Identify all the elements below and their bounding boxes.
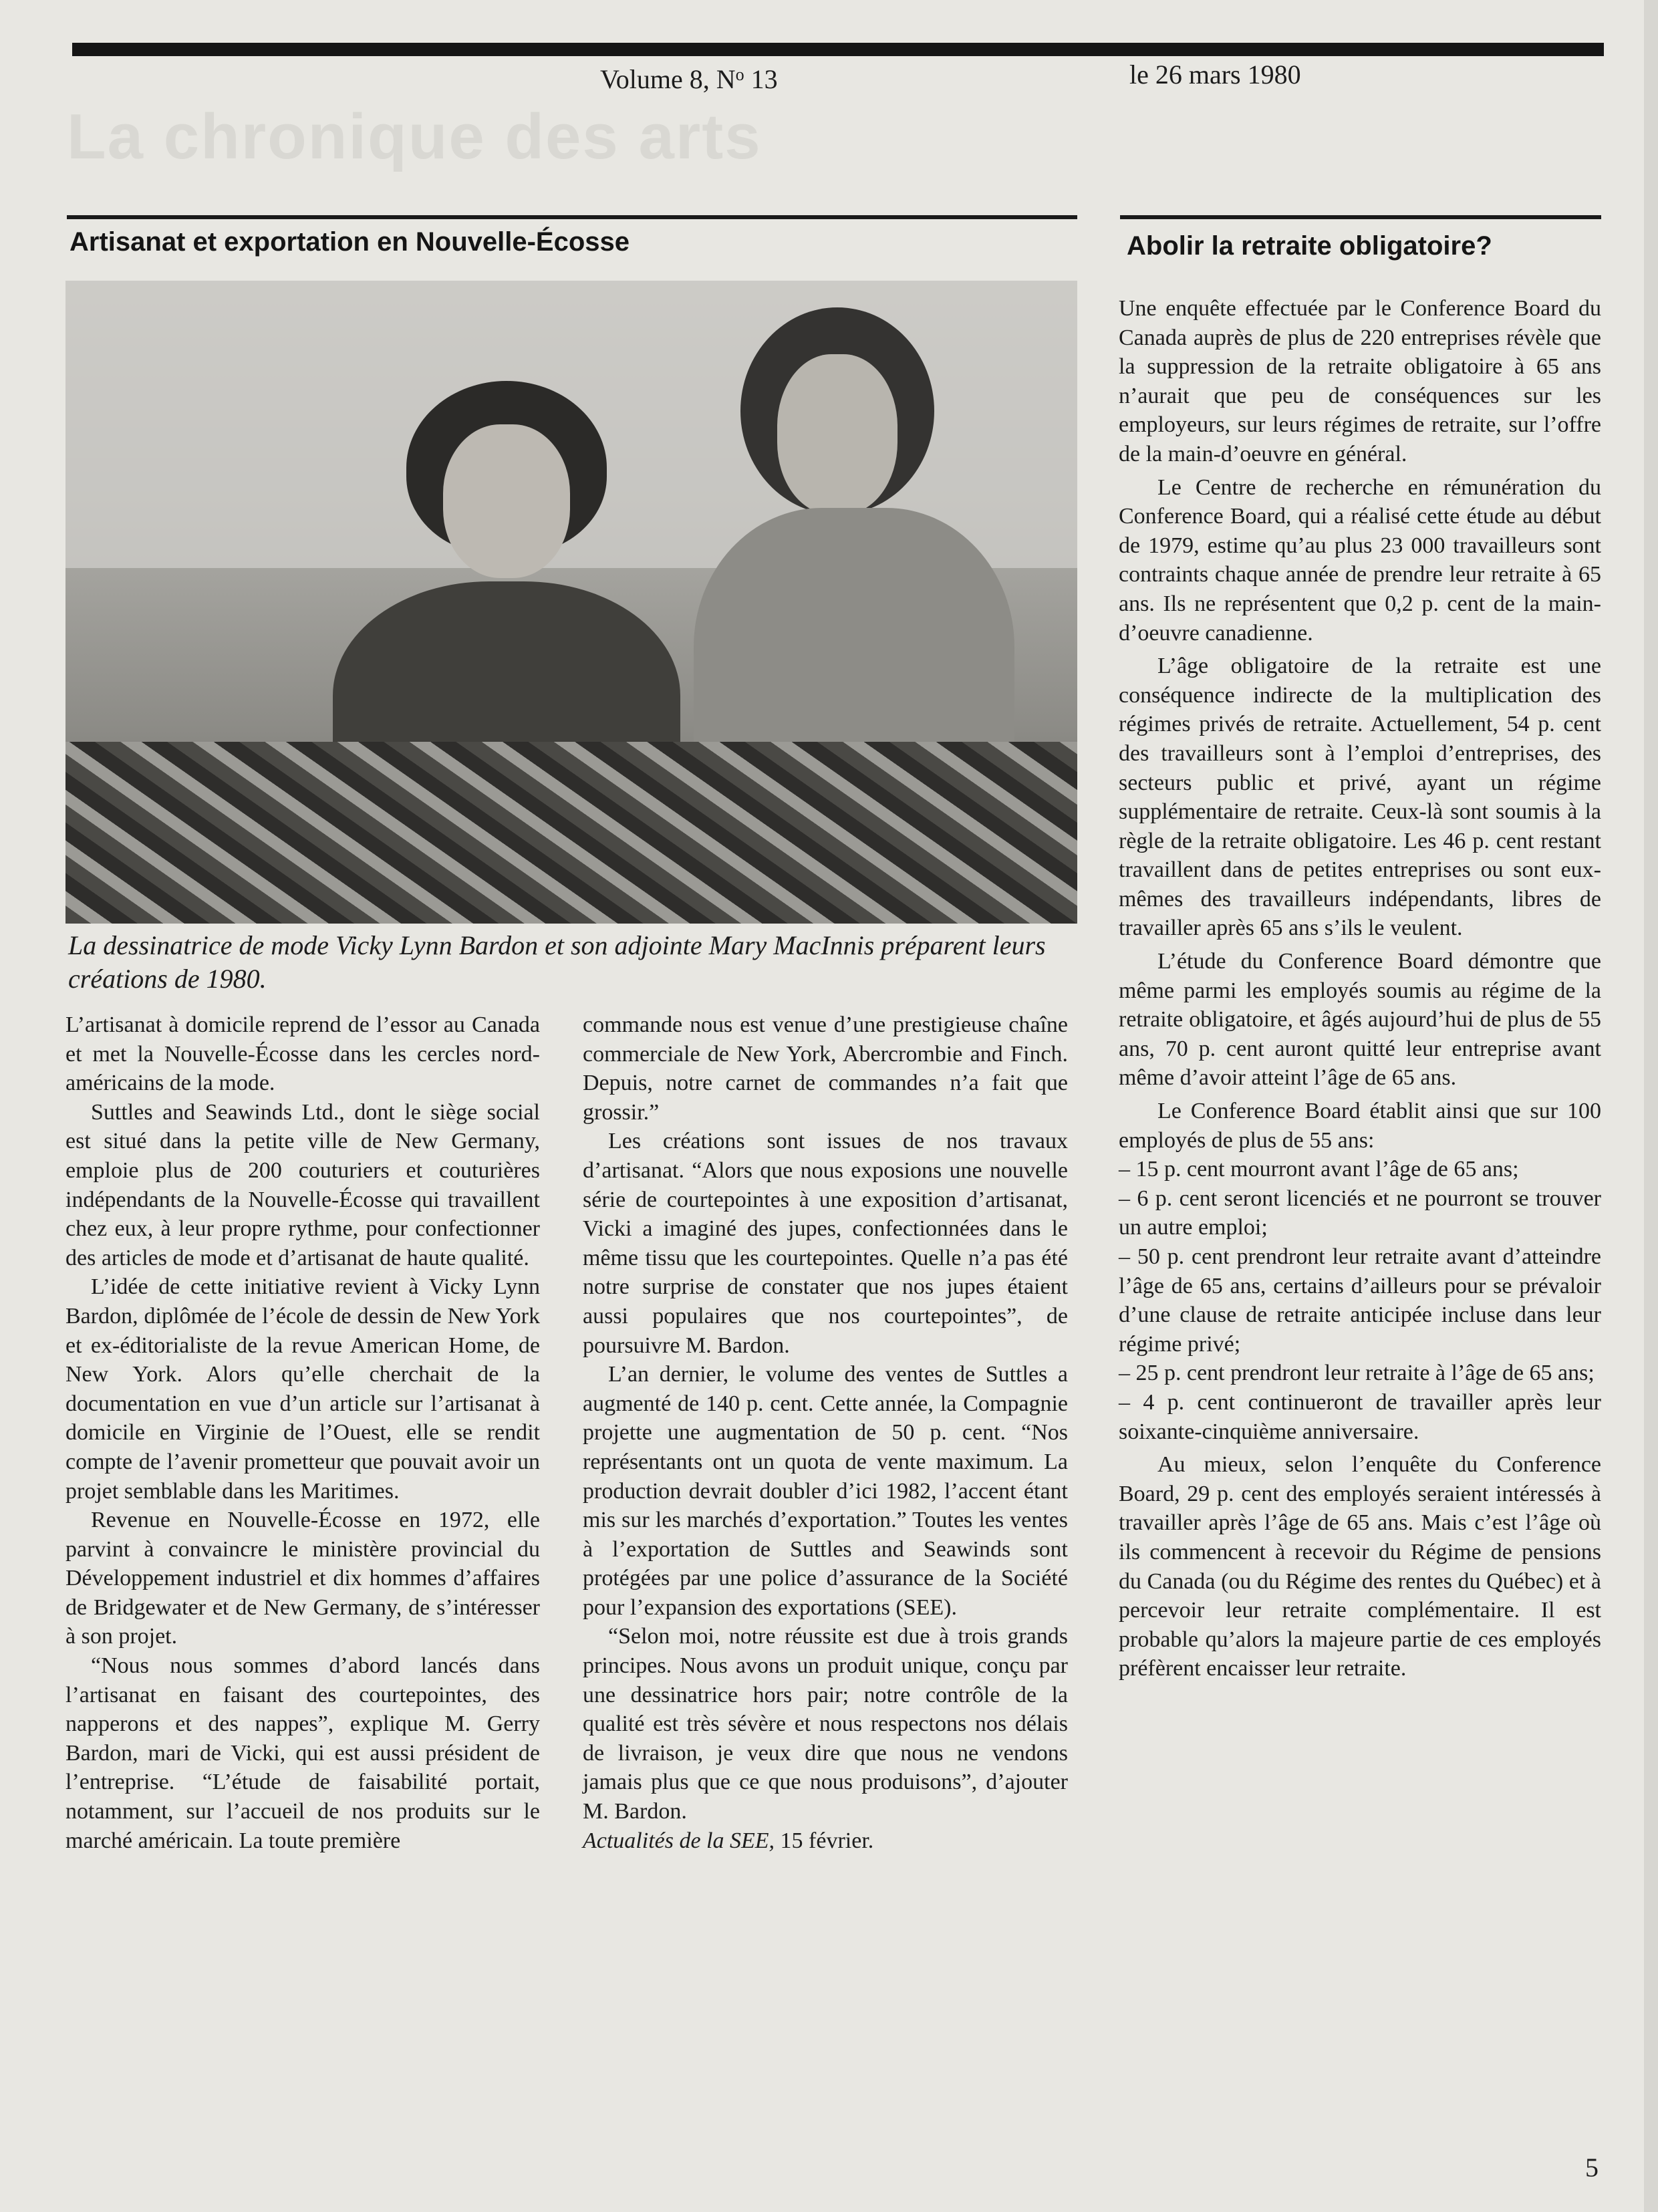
- paragraph: L’an dernier, le volume des ventes de Suttles a augmenté de 140 p. cent. Cette année, la Compagnie projette une augmentation de 50 p. cent. “Nos représentants ont un quota de vente maximum. La production devrait doubler d’ici 1982, l’accent étant mis sur les marchés d’exportation.” Toutes les ventes à l’exportation de Suttles and Seawinds sont protégées par une police d’assurance de la Société pour l’expansion des exportations (SEE).: [583, 1362, 1068, 1620]
- article1-credit: Actualités de la SEE, 15 février.: [583, 1828, 874, 1853]
- paragraph: “Nous nous sommes d’abord lancés dans l’artisanat en faisant des courtepointes, des napperons et des nappes”, explique M. Gerry Bardon, mari de Vicki, qui est aussi président de l’entreprise. “L’étude de faisabilité portait, notamment, sur l’accueil de nos produits sur le marché américain. La toute première: [65, 1653, 540, 1853]
- page-number: 5: [1585, 2153, 1599, 2183]
- article2-column: [1119, 294, 1601, 1683]
- paragraph: Suttles and Seawinds Ltd., dont le siège social est situé dans la petite ville de New Germany, emploie plus de 200 couturiers et couturières indépendants de la Nouvelle-Écosse qui travaillent chez eux, à leur propre rythme, pour confectionner des articles de mode et d’artisanat de haute qualité.: [65, 1099, 540, 1270]
- article2-rule: [1120, 215, 1601, 219]
- paragraph: Au mieux, selon l’enquête du Conference Board, 29 p. cent des employés seraient intéressés à travailler après l’âge de 65 ans. Mais c’est l’âge où ils commencent à recevoir du Régime de pensions du Canada (ou du Régime des rentes du Québec) et à percevoir leur retraite complémentaire. Il est probable qu’alors la majeure partie de ces employés préfèrent encaisser leur retraite.: [1119, 1452, 1601, 1681]
- paragraph: Le Conference Board établit ainsi que sur 100 employés de plus de 55 ans:: [1119, 1099, 1601, 1153]
- article1-photo: [65, 281, 1077, 924]
- list-item: – 25 p. cent prendront leur retraite à l’âge de 65 ans;: [1119, 1361, 1595, 1386]
- paragraph: “Selon moi, notre réussite est due à trois grands principes. Nous avons un produit unique, conçu par une dessinatrice hors pair; notre contrôle de la qualité est très sévère et nous respectons nos délais de livraison, je veux dire que nous ne vendons jamais plus que ce que nous produisons”, d’ajouter M. Bardon.: [583, 1624, 1068, 1824]
- article1-title: Artisanat et exportation en Nouvelle-Écosse: [70, 227, 630, 257]
- issue-volume: Volume 8, $N^o$ 13: [600, 64, 778, 94]
- page-edge: [1644, 0, 1658, 2212]
- paragraph: L’artisanat à domicile reprend de l’essor au Canada et met la Nouvelle-Écosse dans les cercles nord-américains de la mode.: [65, 1012, 540, 1096]
- list-item: – 15 p. cent mourront avant l’âge de 65 ans;: [1119, 1157, 1519, 1182]
- paragraph: Les créations sont issues de nos travaux d’artisanat. “Alors que nous exposions une nouvelle série de courtepointes à une exposition d’artisanat, Vicki a imaginé des jupes, confectionnées dans le même tissu que les courtepointes. Quelle n’a pas été notre surprise de constater que nos jupes étaient aussi populaires que nos courtepointes”, de poursuivre M. Bardon.: [583, 1129, 1068, 1358]
- paragraph: L’idée de cette initiative revient à Vicky Lynn Bardon, diplômée de l’école de dessin de New York et ex-éditorialiste de la revue American Home, de New York. Alors qu’elle cherchait de la documentation en vue d’un article sur l’artisanat à domicile en Virginie de l’Ouest, elle se rendit compte de l’avenir prometteur que pouvait avoir un projet semblable dans les Maritimes.: [65, 1274, 540, 1504]
- paragraph: Une enquête effectuée par le Conference Board du Canada auprès de plus de 220 entreprises révèle que la suppression de la retraite obligatoire à 65 ans n’aurait que peu de conséquences sur les employeurs, sur leurs régimes de retraite, sur l’offre de la main-d’oeuvre en général.: [1119, 296, 1601, 466]
- paragraph: L’étude du Conference Board démontre que même parmi les employés soumis au régime de la retraite obligatoire, et âgés aujourd’hui de plus de 55 ans, 70 p. cent auront quitté leur entreprise avant même d’avoir atteint l’âge de 65 ans.: [1119, 949, 1601, 1091]
- issue-date: le 26 mars 1980: [1129, 59, 1301, 90]
- header-rule: [72, 43, 1604, 56]
- article1-column-2: [583, 1010, 1068, 1855]
- list-item: – 50 p. cent prendront leur retraite avant d’atteindre l’âge de 65 ans, certains d’ailleurs pour se prévaloir d’une clause de retraite anticipée incluse dans leur régime privé;: [1119, 1244, 1601, 1357]
- article1-rule: [67, 215, 1077, 219]
- faded-section-heading: La chronique des arts: [67, 101, 762, 172]
- article2-title: Abolir la retraite obligatoire?: [1127, 231, 1492, 261]
- article1-column-1: [65, 1010, 540, 1855]
- paragraph: commande nous est venue d’une prestigieuse chaîne commerciale de New York, Abercrombie and Finch. Depuis, notre carnet de commandes n’a fait que grossir.”: [583, 1012, 1068, 1125]
- list-item: – 4 p. cent continueront de travailler après leur soixante-cinquième anniversaire.: [1119, 1389, 1601, 1444]
- paragraph: Le Centre de recherche en rémunération du Conference Board, qui a réalisé cette étude au début de 1979, estime qu’au plus 23 000 travailleurs sont contraints chaque année de prendre leur retraite à 65 ans. Ils ne représentent que 0,2 p. cent de la main-d’oeuvre canadienne.: [1119, 474, 1601, 646]
- list-item: – 6 p. cent seront licenciés et ne pourront se trouver un autre emploi;: [1119, 1186, 1601, 1240]
- paragraph: L’âge obligatoire de la retraite est une conséquence indirecte de la multiplication des régimes privés de retraite. Actuellement, 54 p. cent des travailleurs sont à l’emploi d’entreprises, des secteurs public et privé, ayant un régime supplémentaire de retraite. Ceux-là sont soumis à la règle de la retraite obligatoire. Les 46 p. cent restant travaillent dans de petites entreprises ou sont eux-mêmes des travailleurs indépendants, libres de travailler après 65 ans s’ils le veulent.: [1119, 654, 1601, 941]
- paragraph: Revenue en Nouvelle-Écosse en 1972, elle parvint à convaincre le ministère provincial du Développement industriel et dix hommes d’affaires de Bridgewater et de New Germany, de s’intéresser à son projet.: [65, 1508, 540, 1649]
- photo-caption: La dessinatrice de mode Vicky Lynn Bardon et son adjointe Mary MacInnis préparent leurs créations de 1980.: [68, 930, 1046, 994]
